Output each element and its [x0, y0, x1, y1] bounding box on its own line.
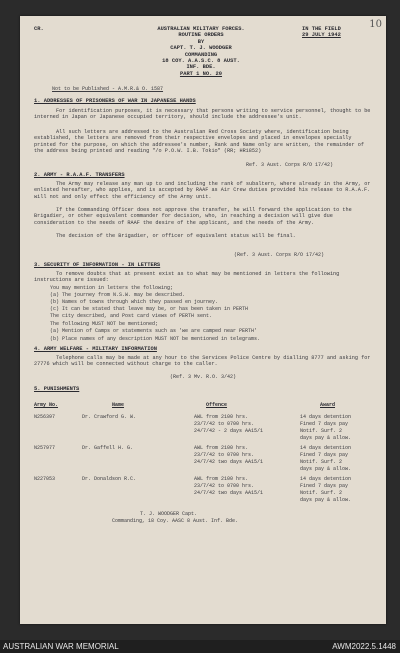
title-line: INF. BDE.	[186, 64, 216, 71]
archive-name: AUSTRALIAN WAR MEMORIAL	[3, 642, 119, 651]
cell-offence: AWL from 2100 hrs.	[194, 476, 249, 482]
title-line: PART 1 NO. 20	[179, 70, 223, 77]
cell-army-no: N227053	[34, 476, 56, 482]
corner-page-mark: 10	[369, 19, 382, 30]
section-paragraph: If the Commanding Officer does not approve the transfer, he will forward the application to the Brigadier, or other equivalent commander for decision, who, in reaching a decision will give due consideration to the needs of RAAF the desire of the applicant, and the needs of the Army.	[34, 207, 352, 226]
section-paragraph: The decision of the Brigadier, or officer of equivalent status will be final.	[56, 233, 296, 239]
section-paragraph: For identification purposes, it is necessary that persons writing to service personnel, thought to be interned in Japan or Japanese occupied territory, should include the addressee's unit.	[34, 108, 371, 121]
title-line: COMMANDING	[184, 51, 218, 58]
signature-title: Commanding, 18 Coy. AASC 8 Aust. Inf. Bde.	[112, 518, 239, 524]
section-heading: 3. SECURITY OF INFORMATION - IN LETTERS	[34, 262, 161, 268]
list-item: (a) Mention of Camps or statements such as 'we are camped near PERTH'	[50, 328, 258, 334]
cell-offence: 24/7/42 two days AA15/1	[194, 459, 264, 465]
cell-award: Notif. Surf. 2	[300, 428, 343, 434]
section-heading: 4. ARMY WELFARE - MILITARY INFORMATION	[34, 346, 157, 352]
reference-note: (Ref. 3 Aust. Corps R/O 17/42)	[234, 252, 325, 258]
title-line: 18 COY. A.A.S.C. 8 AUST.	[162, 58, 240, 65]
section-heading: 2. ARMY - R.A.A.F. TRANSFERS	[34, 172, 125, 178]
signature-name: T. J. WOODGER Capt.	[140, 511, 198, 517]
section-paragraph: All such letters are addressed to the Australian Red Cross Society where, identification being established, the letters are removed from their respective envelopes and placed in envelopes specially printed for the purpose, on which the addressee's number, Rank and Name only are written, the remainder of the address being printed and reading "/o P.O.W. I.B. Tokio" (RR; HR1852)	[34, 129, 364, 155]
column-header-offence: Offence	[206, 402, 228, 408]
cell-award: Fined 7 days pay	[300, 421, 349, 427]
cell-award: 14 days detention	[300, 414, 352, 420]
column-header-name: Name	[112, 402, 125, 408]
cell-name: Dr. Donaldson R.C.	[82, 476, 137, 482]
cell-award: Notif. Surf. 2	[300, 490, 343, 496]
section-paragraph: To remove doubts that at present exist as to what may be mentioned in letters the following instructions are issued:	[34, 271, 340, 284]
cell-offence: 24/7/42 two days AA15/1	[194, 490, 264, 496]
archive-footer	[0, 640, 400, 653]
header-location-date	[302, 26, 341, 39]
title-line: CAPT. T. J. WOODGER	[170, 45, 232, 52]
list-item: (a) The journey from N.S.W. may be described.	[50, 292, 186, 298]
cell-offence: 23/7/42 to 0700 hrs.	[194, 483, 255, 489]
cell-award: Fined 7 days pay	[300, 483, 349, 489]
reference-note: (Ref. 3 Mv. R.O. 3/42)	[170, 374, 237, 380]
list-item: The city described, and Post card views of PERTH sent.	[50, 313, 213, 319]
header-code: CR.	[34, 26, 44, 32]
location-line: IN THE FIELD	[302, 26, 341, 32]
cell-award: days pay & allow.	[300, 466, 352, 472]
column-header-award: Award	[320, 402, 336, 408]
cell-award: Fined 7 days pay	[300, 452, 349, 458]
list-item: (b) Place names of any description MUST NOT be mentioned in telegrams.	[50, 336, 261, 342]
cell-name: Dr. Gaffell H. G.	[82, 445, 134, 451]
not-published-notice: Not to be Published - A.M.R.& O. 1587	[52, 86, 164, 92]
cell-offence: 24/7/42 - 2 days AA15/1	[194, 428, 264, 434]
title-line: AUSTRALIAN MILITARY FORCES.	[157, 26, 245, 32]
cell-award: days pay & allow.	[300, 435, 352, 441]
cell-name: Dr. Crawford G. W.	[82, 414, 137, 420]
cell-army-no: N257977	[34, 445, 56, 451]
cell-award: 14 days detention	[300, 476, 352, 482]
header-title-block	[116, 26, 286, 77]
may-mention-label: You may mention in letters the following;	[50, 285, 174, 291]
archive-reference: AWM2022.5.1448	[332, 642, 396, 651]
list-item: (b) Names of towns through which they passed en journey.	[50, 299, 219, 305]
reference-note: Ref. 3 Aust. Corps R/O 17/42)	[246, 162, 334, 168]
list-item: (c) It can be stated that leave may be, or has been taken in PERTH	[50, 306, 249, 312]
cell-award: 14 days detention	[300, 445, 352, 451]
section-paragraph: The Army may release any man up to and including the rank of subaltern, where already in the Army, or enlisted hereafter, who applies, and is accepted by RAAF as Air Crew duties provided his release to R.A.A.F. will not and only effect the efficiency of the Army unit.	[34, 181, 371, 200]
cell-award: days pay & allow.	[300, 497, 352, 503]
date-line: 29 JULY 1942	[302, 32, 341, 39]
section-heading: 5. PUNISHMENTS	[34, 386, 80, 392]
section-paragraph: Telephone calls may be made at any hour to the Services Police Centre by dialling 8777 and asking for 27776 which will be connected without charge to the caller.	[34, 355, 371, 368]
cell-offence: 23/7/42 to 0700 hrs.	[194, 421, 255, 427]
document-page	[20, 16, 386, 624]
must-not-label: The following MUST NOT be mentioned;	[50, 321, 159, 327]
cell-army-no: N256397	[34, 414, 56, 420]
column-header-army-no: Army No.	[34, 402, 59, 408]
title-line: ROUTINE ORDERS	[178, 32, 224, 39]
cell-offence: AWL from 2100 hrs.	[194, 445, 249, 451]
cell-offence: AWL from 2100 hrs.	[194, 414, 249, 420]
cell-offence: 23/7/42 to 0700 hrs.	[194, 452, 255, 458]
section-heading: 1. ADDRESSES OF PRISONERS OF WAR IN JAPANESE HANDS	[34, 98, 196, 104]
cell-award: Notif. Surf. 2	[300, 459, 343, 465]
title-line: BY	[197, 38, 205, 45]
